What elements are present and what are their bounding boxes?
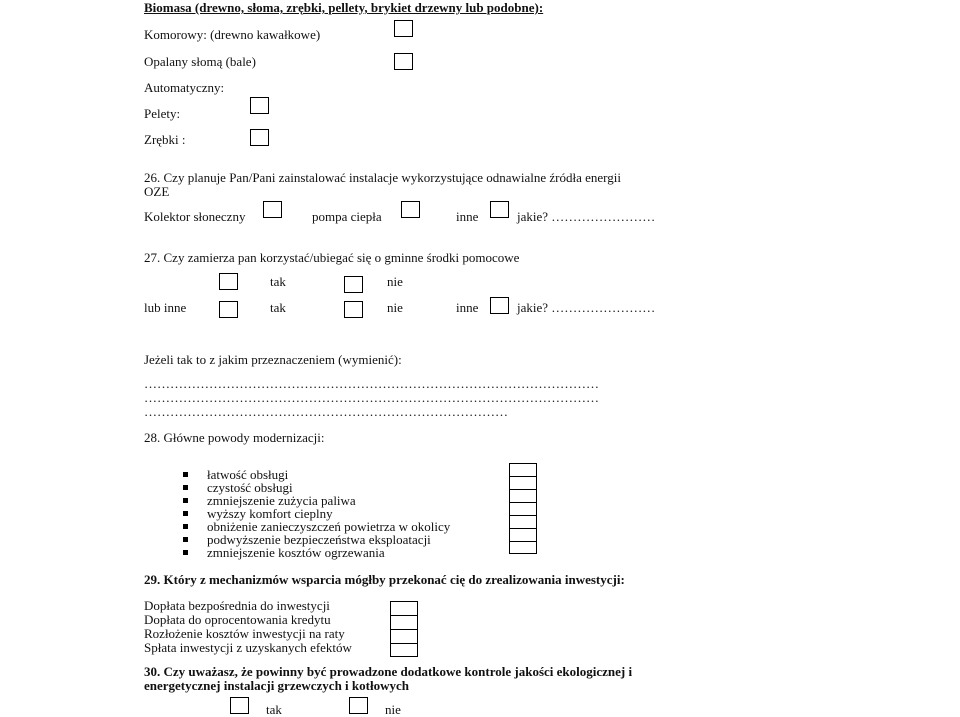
q26-inne-label: inne [456, 209, 479, 224]
q30-line1: 30. Czy uważasz, że powinny być prowadzone dodatkowe kontrole jakości ekologicznej i [144, 664, 633, 679]
biomass-heading: Biomasa (drewno, słoma, zrębki, pellety, brykiet drzewny lub podobne): [144, 0, 544, 15]
q27-lub-nie-label: nie [387, 300, 403, 315]
q27-tak-label: tak [270, 274, 286, 289]
q28-checkbox[interactable] [509, 476, 537, 489]
pelety-checkbox[interactable] [250, 97, 269, 114]
q30-tak-checkbox[interactable] [230, 697, 249, 714]
q27-answer-line-3[interactable]: ………………………………………………………………………… [144, 404, 508, 419]
q27-lub-tak-label: tak [270, 300, 286, 315]
q28-checkbox[interactable] [509, 515, 537, 528]
q28-item: obniżenie zanieczyszczeń powietrza w okolicy [207, 519, 451, 534]
q28-item: czystość obsługi [207, 480, 293, 495]
q26-line1: 26. Czy planuje Pan/Pani zainstalować instalacje wykorzystujące odnawialne źródła energii [144, 170, 621, 185]
q27-lub-nie-checkbox[interactable] [344, 301, 363, 318]
q28-checkbox[interactable] [509, 463, 537, 476]
q28-item: zmniejszenie kosztów ogrzewania [207, 545, 385, 560]
q28-checkbox[interactable] [509, 489, 537, 502]
q27-question: 27. Czy zamierza pan korzystać/ubiegać się o gminne środki pomocowe [144, 250, 520, 265]
bullet-icon [183, 537, 188, 542]
q30-nie-label: nie [385, 702, 401, 717]
bullet-icon [183, 550, 188, 555]
q26-line2: OZE [144, 184, 170, 199]
bullet-icon [183, 524, 188, 529]
oplany-label: Opalany słomą (bale) [144, 54, 256, 69]
q28-item: podwyższenie bezpieczeństwa eksploatacji [207, 532, 431, 547]
q28-checkbox[interactable] [509, 541, 537, 554]
zrebki-label: Zrębki : [144, 132, 186, 147]
q27-nie-label: nie [387, 274, 403, 289]
q26-pompa-label: pompa ciepła [312, 209, 382, 224]
q29-checkbox[interactable] [390, 601, 418, 615]
q29-checkbox[interactable] [390, 615, 418, 629]
q27-tak-checkbox[interactable] [219, 273, 238, 290]
q29-item: Dopłata bezpośrednia do inwestycji [144, 598, 330, 613]
q28-item: zmniejszenie zużycia paliwa [207, 493, 356, 508]
q29-item: Spłata inwestycji z uzyskanych efektów [144, 640, 352, 655]
q27-nie-checkbox[interactable] [344, 276, 363, 293]
q28-question: 28. Główne powody modernizacji: [144, 430, 325, 445]
q28-checkbox[interactable] [509, 528, 537, 541]
q29-item: Dopłata do oprocentowania kredytu [144, 612, 331, 627]
q26-inne-checkbox[interactable] [490, 201, 509, 218]
bullet-icon [183, 485, 188, 490]
q27-inne-label: inne [456, 300, 479, 315]
q30-nie-checkbox[interactable] [349, 697, 368, 714]
q30-line2: energetycznej instalacji grzewczych i kotłowych [144, 678, 409, 693]
komorowy-checkbox[interactable] [394, 20, 413, 37]
bullet-icon [183, 511, 188, 516]
q30-tak-label: tak [266, 702, 282, 717]
q26-jakie-label: jakie? …………………… [517, 209, 656, 224]
q29-checkbox-column [390, 601, 418, 657]
q28-checkbox[interactable] [509, 502, 537, 515]
oplany-checkbox[interactable] [394, 53, 413, 70]
bullet-icon [183, 498, 188, 503]
q29-item: Rozłożenie kosztów inwestycji na raty [144, 626, 345, 641]
q27-jezeli-label: Jeżeli tak to z jakim przeznaczeniem (wymienić): [144, 352, 402, 367]
q27-answer-line-2[interactable]: …………………………………………………………………………………………… [144, 390, 599, 405]
q28-item: wyższy komfort cieplny [207, 506, 333, 521]
q27-lub-inne-label: lub inne [144, 300, 187, 315]
q27-inne-checkbox[interactable] [490, 297, 509, 314]
q26-kolektor-checkbox[interactable] [263, 201, 282, 218]
q28-item: łatwość obsługi [207, 467, 289, 482]
q26-pompa-checkbox[interactable] [401, 201, 420, 218]
q27-lub-tak-checkbox[interactable] [219, 301, 238, 318]
pelety-label: Pelety: [144, 106, 181, 121]
q29-checkbox[interactable] [390, 629, 418, 643]
zrebki-checkbox[interactable] [250, 129, 269, 146]
automatyczny-label: Automatyczny: [144, 80, 225, 95]
q29-checkbox[interactable] [390, 643, 418, 657]
q27-answer-line-1[interactable]: …………………………………………………………………………………………… [144, 376, 599, 391]
q26-kolektor-label: Kolektor słoneczny [144, 209, 246, 224]
bullet-icon [183, 472, 188, 477]
q28-checkbox-column [509, 463, 537, 554]
q29-question: 29. Który z mechanizmów wsparcia mógłby przekonać cię do zrealizowania inwestycji: [144, 572, 625, 587]
komorowy-label: Komorowy: (drewno kawałkowe) [144, 27, 321, 42]
q27-jakie-label: jakie? …………………… [517, 300, 656, 315]
